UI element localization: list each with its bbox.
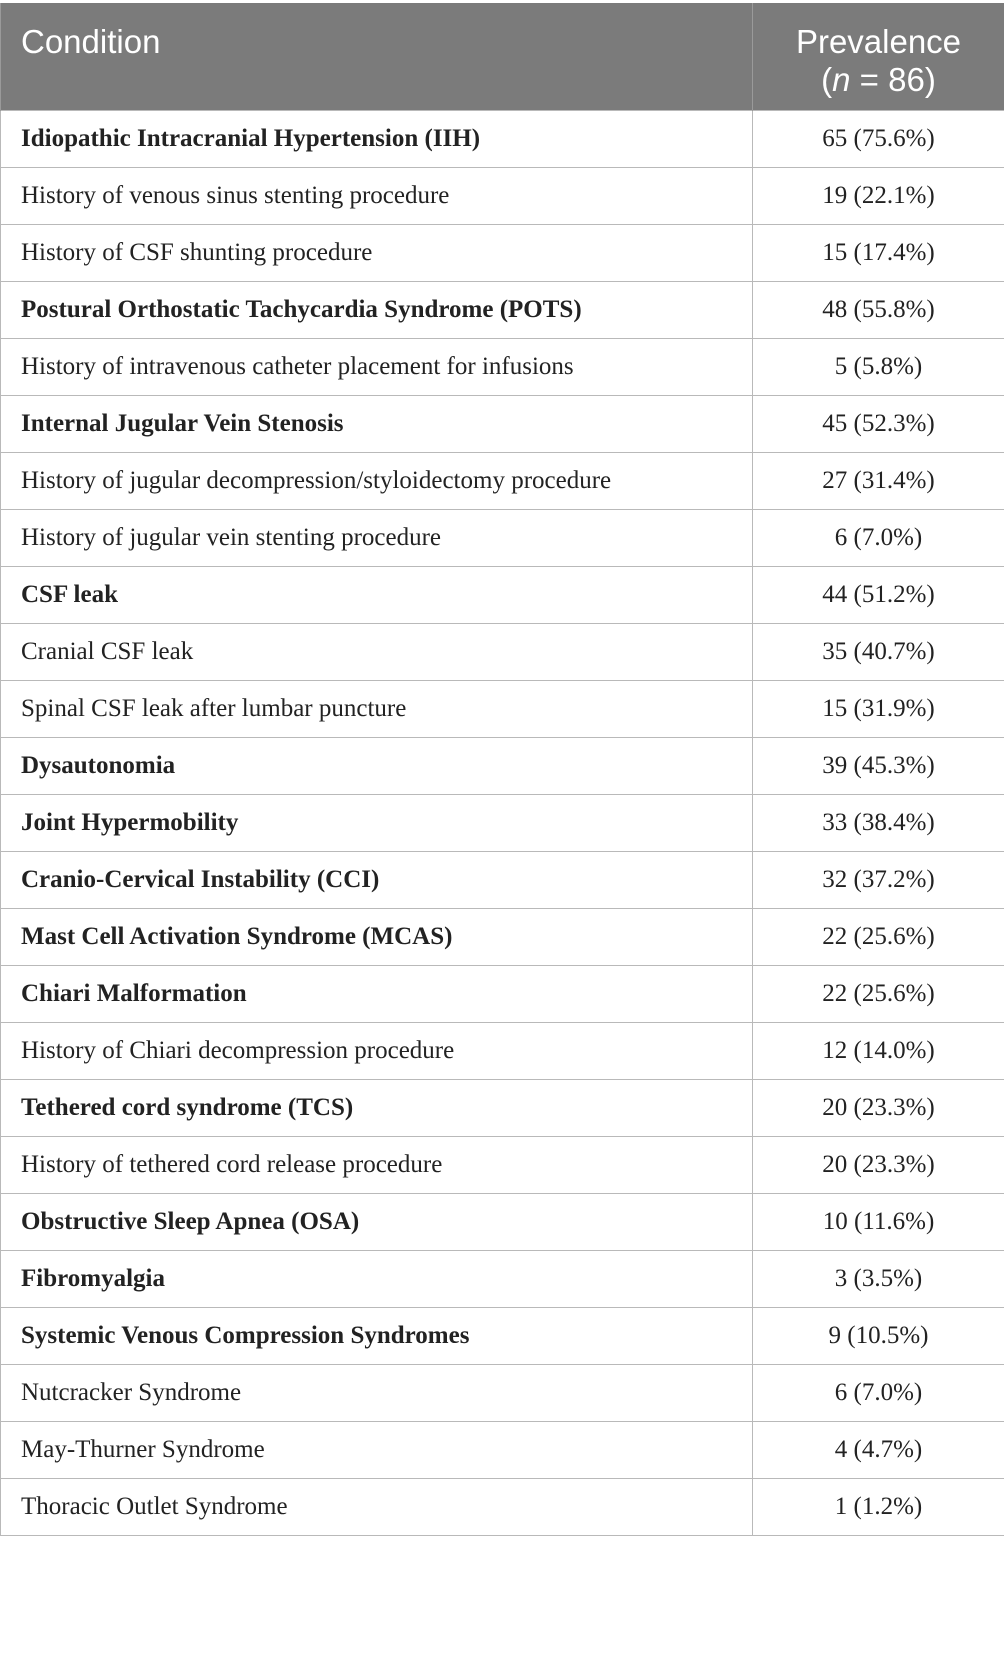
condition-cell: May-Thurner Syndrome [1, 1421, 753, 1478]
table-row [1, 395, 1004, 452]
table-row [1, 509, 1004, 566]
prevalence-cell: 5 (5.8%) [753, 338, 1004, 395]
prevalence-cell: 20 (23.3%) [753, 1079, 1004, 1136]
condition-cell: Cranial CSF leak [1, 623, 753, 680]
condition-cell: Joint Hypermobility [1, 794, 753, 851]
table-header [1, 3, 1004, 110]
table-row [1, 1193, 1004, 1250]
prevalence-cell: 22 (25.6%) [753, 965, 1004, 1022]
table-body [1, 110, 1004, 1535]
condition-cell: CSF leak [1, 566, 753, 623]
header-prevalence-n: n [832, 61, 851, 98]
table-row [1, 680, 1004, 737]
table-row [1, 167, 1004, 224]
table-row [1, 1250, 1004, 1307]
prevalence-cell: 6 (7.0%) [753, 509, 1004, 566]
condition-cell: Cranio-Cervical Instability (CCI) [1, 851, 753, 908]
table-row [1, 1022, 1004, 1079]
prevalence-table [0, 3, 1004, 1536]
table-row [1, 1478, 1004, 1535]
condition-cell: Mast Cell Activation Syndrome (MCAS) [1, 908, 753, 965]
condition-cell: Obstructive Sleep Apnea (OSA) [1, 1193, 753, 1250]
condition-cell: Thoracic Outlet Syndrome [1, 1478, 753, 1535]
table-row [1, 281, 1004, 338]
table-row [1, 965, 1004, 1022]
condition-cell: Tethered cord syndrome (TCS) [1, 1079, 753, 1136]
condition-cell: Spinal CSF leak after lumbar puncture [1, 680, 753, 737]
prevalence-cell: 39 (45.3%) [753, 737, 1004, 794]
prevalence-cell: 12 (14.0%) [753, 1022, 1004, 1079]
prevalence-cell: 4 (4.7%) [753, 1421, 1004, 1478]
prevalence-cell: 3 (3.5%) [753, 1250, 1004, 1307]
table-row [1, 224, 1004, 281]
prevalence-cell: 32 (37.2%) [753, 851, 1004, 908]
prevalence-cell: 1 (1.2%) [753, 1478, 1004, 1535]
condition-cell: Postural Orthostatic Tachycardia Syndrome (POTS) [1, 281, 753, 338]
prevalence-cell: 22 (25.6%) [753, 908, 1004, 965]
table-row [1, 1364, 1004, 1421]
condition-cell: History of tethered cord release procedure [1, 1136, 753, 1193]
table-row [1, 338, 1004, 395]
condition-cell: Systemic Venous Compression Syndromes [1, 1307, 753, 1364]
header-row [1, 3, 1004, 110]
table-row [1, 794, 1004, 851]
table-row [1, 110, 1004, 167]
prevalence-cell: 35 (40.7%) [753, 623, 1004, 680]
table-row [1, 623, 1004, 680]
prevalence-cell: 33 (38.4%) [753, 794, 1004, 851]
table-row [1, 1307, 1004, 1364]
prevalence-cell: 15 (17.4%) [753, 224, 1004, 281]
condition-cell: History of venous sinus stenting procedure [1, 167, 753, 224]
condition-cell: History of CSF shunting procedure [1, 224, 753, 281]
condition-cell: Dysautonomia [1, 737, 753, 794]
prevalence-cell: 65 (75.6%) [753, 110, 1004, 167]
prevalence-cell: 15 (31.9%) [753, 680, 1004, 737]
prevalence-table-container [0, 3, 1004, 1536]
condition-cell: History of Chiari decompression procedure [1, 1022, 753, 1079]
table-row [1, 737, 1004, 794]
table-row [1, 1079, 1004, 1136]
prevalence-cell: 6 (7.0%) [753, 1364, 1004, 1421]
header-prevalence-count: = 86) [850, 61, 936, 98]
table-row [1, 851, 1004, 908]
header-prevalence-line1: Prevalence [795, 23, 962, 60]
condition-cell: History of jugular decompression/styloidectomy procedure [1, 452, 753, 509]
prevalence-cell: 20 (23.3%) [753, 1136, 1004, 1193]
header-condition: Condition [1, 3, 753, 110]
prevalence-cell: 45 (52.3%) [753, 395, 1004, 452]
prevalence-cell: 19 (22.1%) [753, 167, 1004, 224]
prevalence-cell: 10 (11.6%) [753, 1193, 1004, 1250]
condition-cell: Nutcracker Syndrome [1, 1364, 753, 1421]
prevalence-cell: 44 (51.2%) [753, 566, 1004, 623]
table-row [1, 566, 1004, 623]
table-row [1, 452, 1004, 509]
condition-cell: History of intravenous catheter placement for infusions [1, 338, 753, 395]
prevalence-cell: 9 (10.5%) [753, 1307, 1004, 1364]
condition-cell: Internal Jugular Vein Stenosis [1, 395, 753, 452]
condition-cell: History of jugular vein stenting procedure [1, 509, 753, 566]
table-row [1, 908, 1004, 965]
header-prevalence-open: ( [821, 61, 833, 98]
condition-cell: Chiari Malformation [1, 965, 753, 1022]
header-prevalence [753, 3, 1004, 110]
prevalence-cell: 48 (55.8%) [753, 281, 1004, 338]
condition-cell: Fibromyalgia [1, 1250, 753, 1307]
table-row [1, 1421, 1004, 1478]
table-row [1, 1136, 1004, 1193]
prevalence-cell: 27 (31.4%) [753, 452, 1004, 509]
condition-cell: Idiopathic Intracranial Hypertension (IIH) [1, 110, 753, 167]
